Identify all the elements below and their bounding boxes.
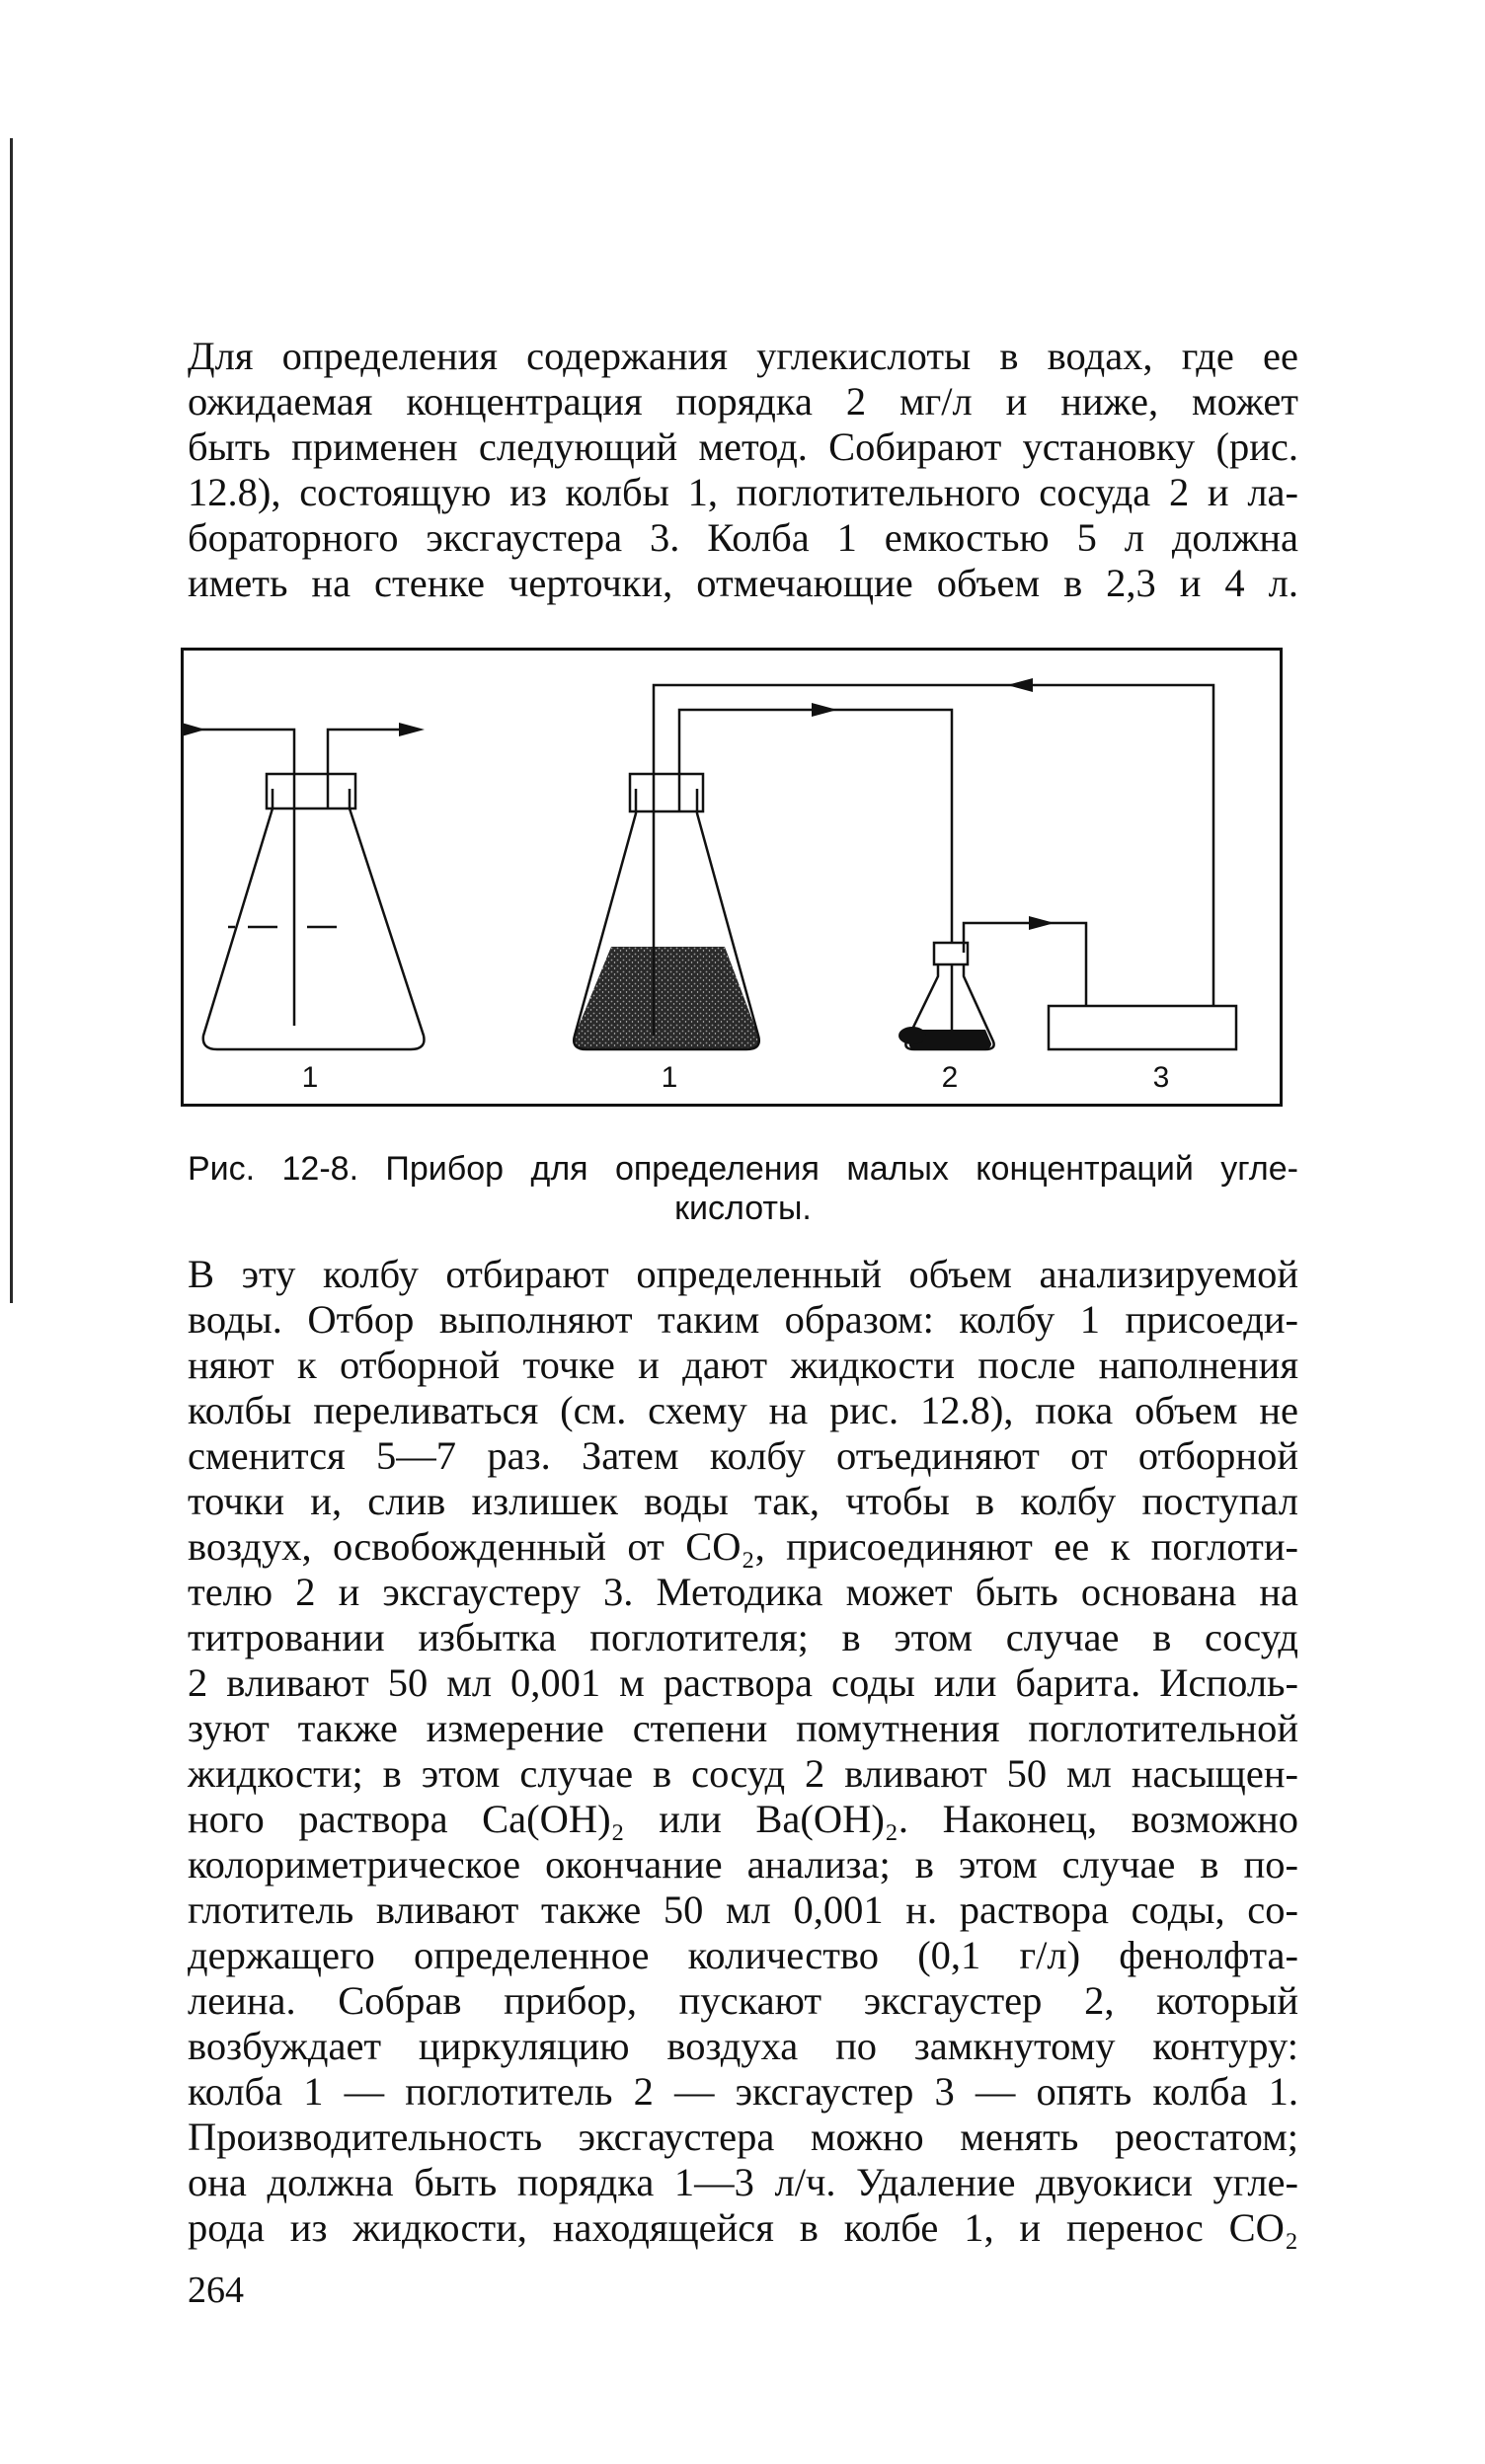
text-line: 2 вливают 50 мл 0,001 м раствора соды или барита. Исполь-	[188, 1660, 1298, 1705]
caption-line: кислоты.	[674, 1190, 812, 1227]
text-line: она должна быть порядка 1—3 л/ч. Удаление двуокиси угле-	[188, 2160, 1298, 2204]
text-line: бораторного эксгаустера 3. Колба 1 емкостью 5 л должна	[188, 515, 1298, 560]
flask-1-filled	[574, 685, 1213, 1049]
text-line: зуют также измерение степени помутнения поглотительной	[188, 1706, 1298, 1750]
label-flask-1-left: 1	[301, 1061, 319, 1094]
apparatus-diagram	[184, 651, 1280, 1104]
flask-1-empty	[184, 730, 424, 1049]
text-line: жидкости; в этом случае в сосуд 2 вливают 50 мл насыщен-	[188, 1751, 1298, 1796]
text-line: леина. Собрав прибор, пускают эксгаустер 2, который	[188, 1978, 1298, 2023]
text-line: ожидаемая концентрация порядка 2 мг/л и ниже, может	[188, 379, 1298, 424]
text-line: титровании избытка поглотителя; в этом случае в сосуд	[188, 1615, 1298, 1659]
paragraph-1	[188, 334, 1298, 606]
arrow-to-absorber-icon	[812, 703, 837, 717]
text-line: няют к отборной точке и дают жидкости после наполнения	[188, 1343, 1298, 1387]
text-line: сменится 5—7 раз. Затем колбу отъединяют от отборной	[188, 1433, 1298, 1478]
figure-caption	[188, 1149, 1298, 1228]
text-line: рода из жидкости, находящейся в колбе 1, и перенос CO₂	[188, 2205, 1298, 2250]
exhauster-3	[1049, 1006, 1236, 1049]
margin-rule	[10, 138, 13, 1303]
arrow-out-icon	[399, 723, 425, 736]
text-line: держащего определенное количество (0,1 г/л) фенолфта-	[188, 1933, 1298, 1977]
text-line: воздух, освобожденный от CO₂, присоединяют ее к поглоти-	[188, 1524, 1298, 1569]
text-line: иметь на стенке черточки, отмечающие объем в 2,3 и 4 л.	[188, 561, 1298, 605]
arrow-return-icon	[1007, 678, 1033, 692]
caption-line: Рис. 12-8. Прибор для определения малых концентраций угле-	[188, 1150, 1298, 1188]
text-line: глотитель вливают также 50 мл 0,001 н. раствора соды, со-	[188, 1887, 1298, 1932]
label-absorber-2: 2	[941, 1061, 959, 1094]
arrow-in-icon	[184, 723, 205, 736]
label-flask-1-right: 1	[661, 1061, 678, 1094]
figure-apparatus	[181, 648, 1283, 1107]
text-line: колориметрическое окончание анализа; в этом случае в по-	[188, 1842, 1298, 1886]
text-line: Производительность эксгаустера можно менять реостатом;	[188, 2115, 1298, 2159]
text-line: В эту колбу отбирают определенный объем анализируемой	[188, 1252, 1298, 1296]
text-line: Для определения содержания углекислоты в водах, где ее	[188, 334, 1298, 378]
text-line: точки и, слив излишек воды так, чтобы в колбу поступал	[188, 1479, 1298, 1523]
text-line: телю 2 и эксгаустеру 3. Методика может быть основана на	[188, 1570, 1298, 1614]
text-line: ного раствора Ca(OH)₂ или Ba(OH)₂. Наконец, возможно	[188, 1797, 1298, 1841]
text-line: 12.8), состоящую из колбы 1, поглотительного сосуда 2 и ла-	[188, 470, 1298, 514]
paragraph-2	[188, 1252, 1298, 2251]
page-number: 264	[188, 2270, 244, 2311]
text-line: быть применен следующий метод. Собирают установку (рис.	[188, 424, 1298, 469]
label-exhauster-3: 3	[1152, 1061, 1170, 1094]
text-line: колбы переливаться (см. схему на рис. 12.8), пока объем не	[188, 1388, 1298, 1432]
arrow-to-exhauster-icon	[1029, 916, 1055, 930]
text-line: колба 1 — поглотитель 2 — эксгаустер 3 — опять колба 1.	[188, 2069, 1298, 2114]
absorber-liquid-edge	[899, 1027, 926, 1044]
text-line: возбуждает циркуляцию воздуха по замкнутому контуру:	[188, 2024, 1298, 2068]
text-line: воды. Отбор выполняют таким образом: колбу 1 присоеди-	[188, 1297, 1298, 1342]
